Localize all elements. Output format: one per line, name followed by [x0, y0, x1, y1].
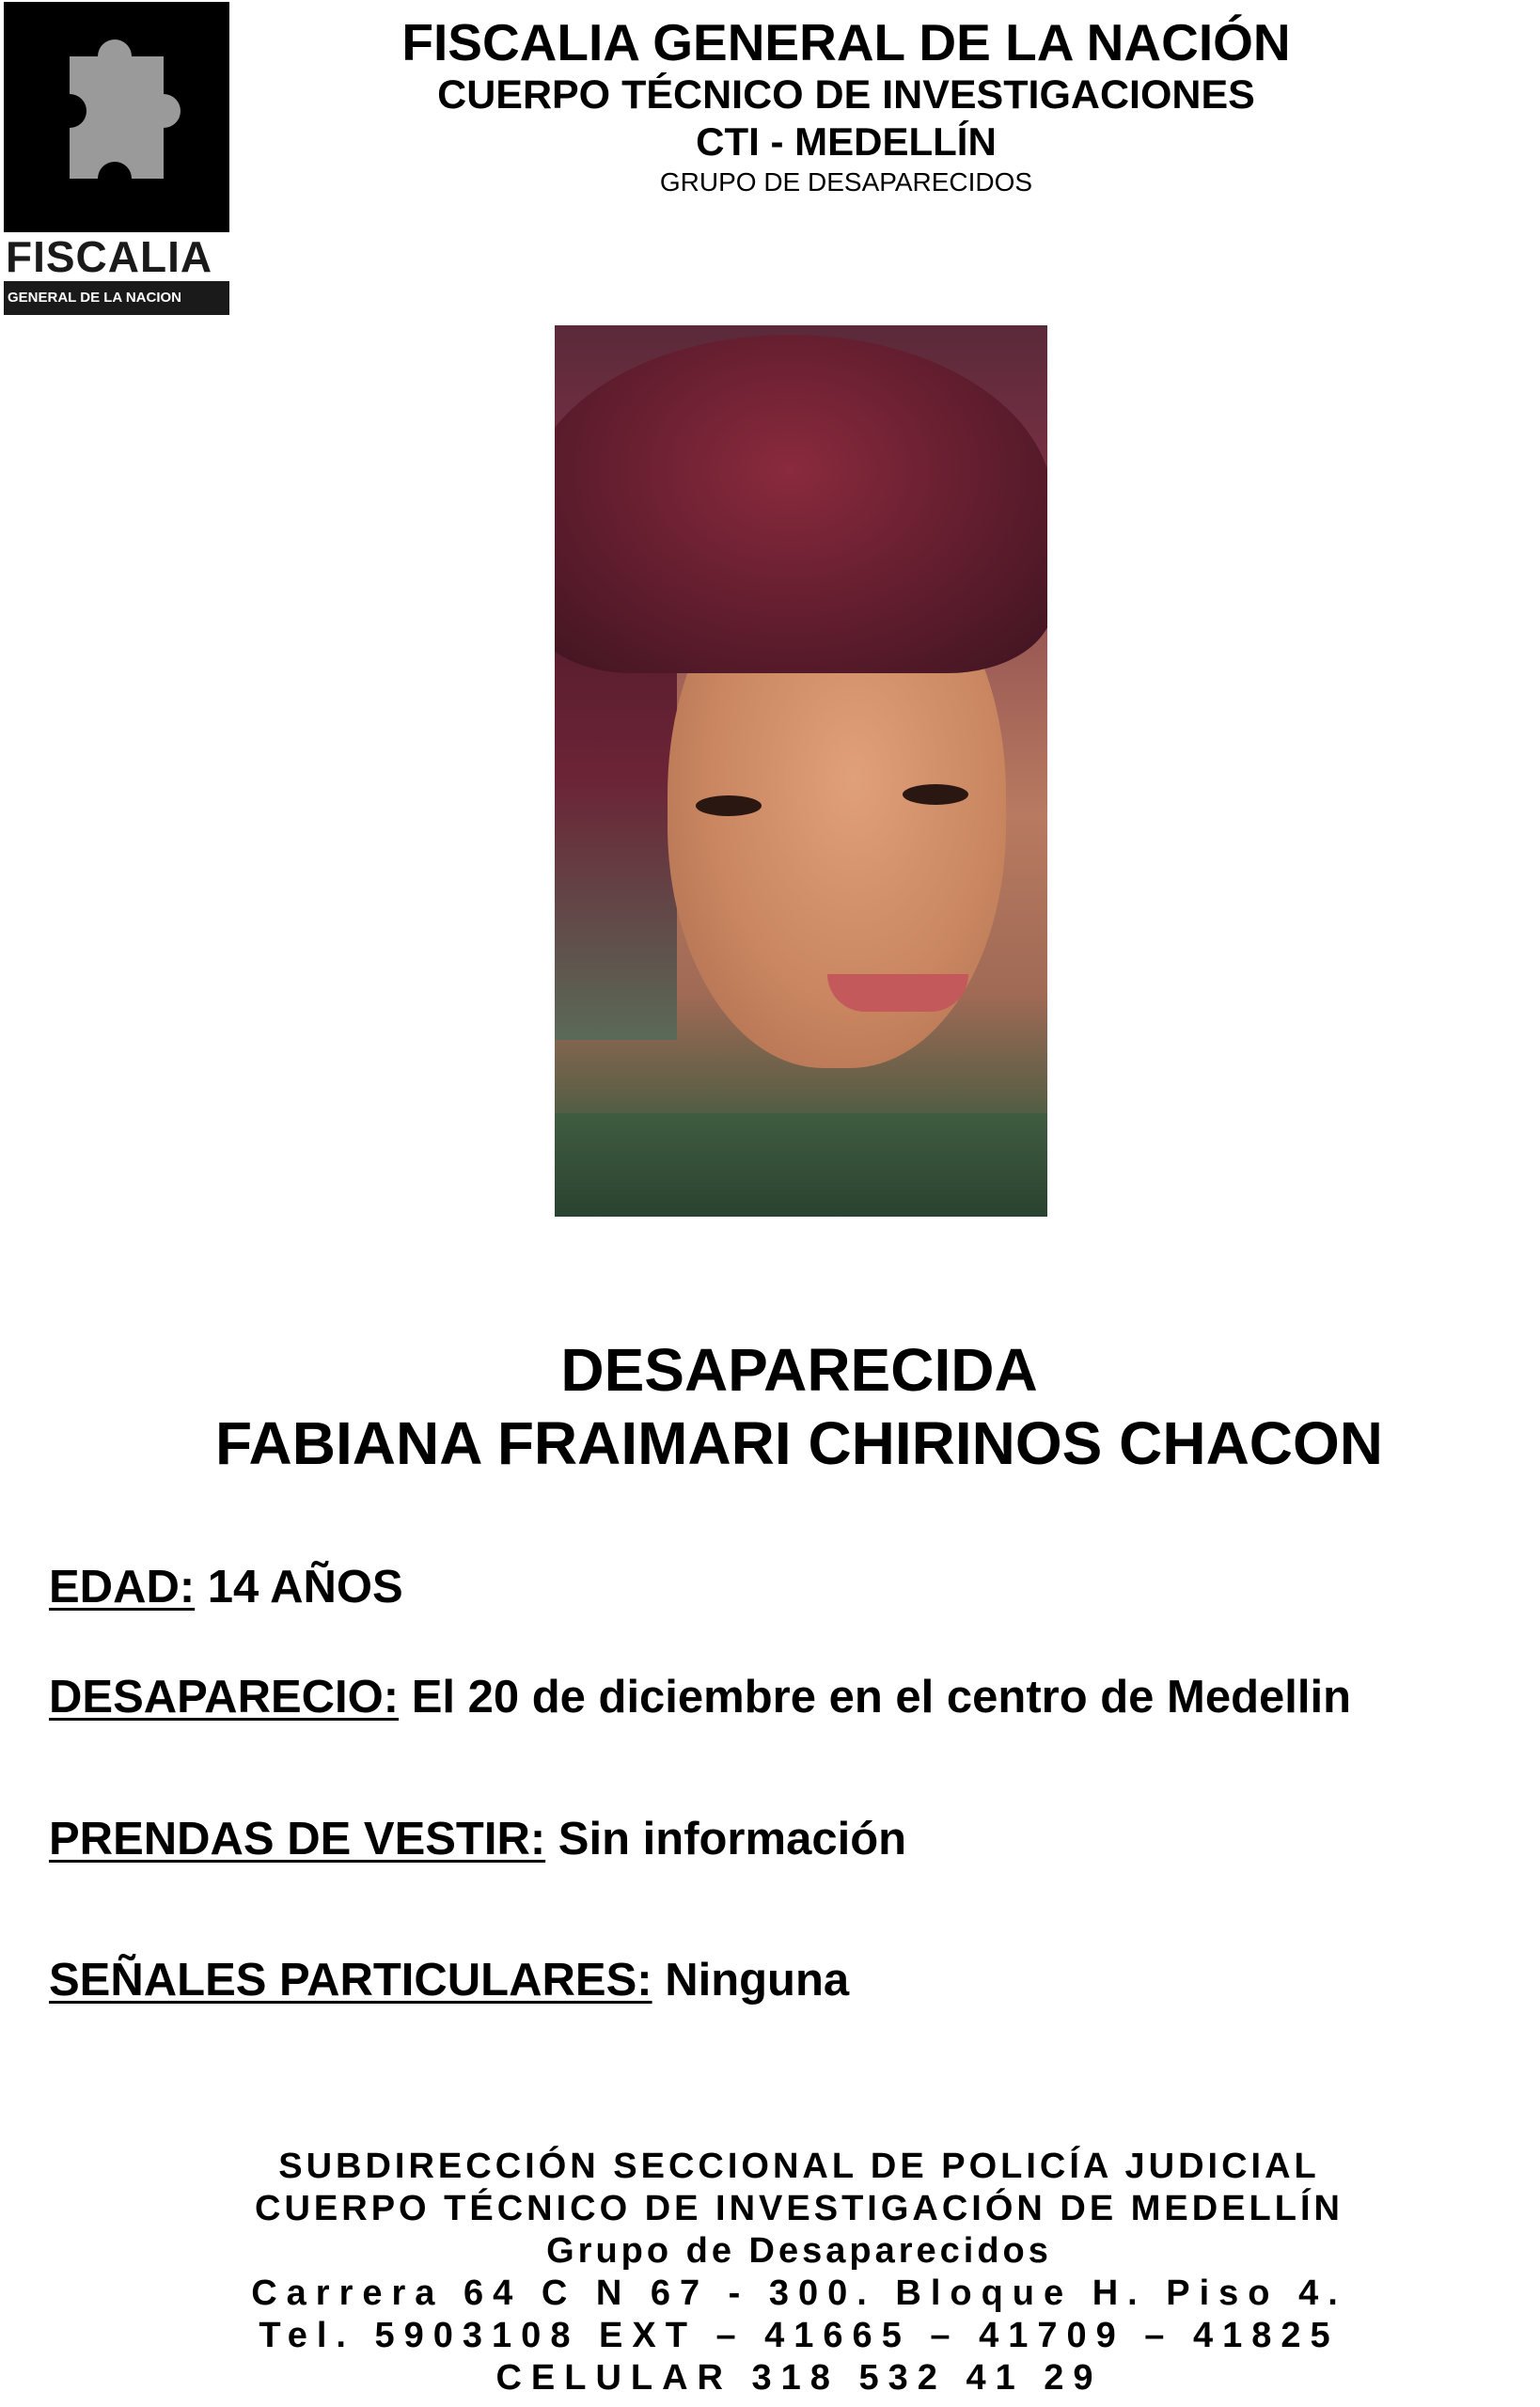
- field-age-label: EDAD:: [49, 1562, 196, 1613]
- field-clothing-label: PRENDAS DE VESTIR:: [49, 1814, 546, 1864]
- puzzle-piece-icon: [41, 19, 192, 216]
- logo-emblem: [4, 2, 229, 232]
- field-clothing: [49, 1813, 906, 1865]
- field-age: [49, 1561, 403, 1613]
- field-disappeared-label: DESAPARECIO:: [49, 1672, 400, 1723]
- field-clothing-value: Sin información: [545, 1814, 907, 1864]
- notice-title: [94, 1333, 1504, 1480]
- field-age-value: 14 AÑOS: [195, 1562, 403, 1613]
- header-group: GRUPO DE DESAPARECIDOS: [659, 167, 1033, 197]
- header-department: CUERPO TÉCNICO DE INVESTIGACIONES: [437, 72, 1255, 118]
- footer-office: SUBDIRECCIÓN SECCIONAL DE POLICÍA JUDICIAL: [278, 2147, 1320, 2186]
- footer-group: Grupo de Desaparecidos: [546, 2231, 1052, 2271]
- fiscalia-logo: [4, 2, 229, 320]
- missing-status: DESAPARECIDA: [560, 1336, 1038, 1404]
- footer-department: CUERPO TÉCNICO DE INVESTIGACIÓN DE MEDELLÍN: [255, 2189, 1344, 2228]
- photo-hair: [555, 335, 1047, 673]
- header-city: CTI - MEDELLÍN: [696, 119, 997, 164]
- photo-shirt: [555, 1113, 1047, 1217]
- person-name: FABIANA FRAIMARI CHIRINOS CHACON: [214, 1409, 1384, 1477]
- field-disappeared-value: El 20 de diciembre en el centro de Medellin: [399, 1672, 1352, 1723]
- header-agency: FISCALIA GENERAL DE LA NACIÓN: [401, 13, 1291, 71]
- field-marks-label: SEÑALES PARTICULARES:: [49, 1955, 652, 2006]
- photo-eye-right: [903, 784, 968, 805]
- photo-mouth: [827, 974, 968, 1012]
- field-marks-value: Ninguna: [652, 1955, 850, 2006]
- photo-eye-left: [696, 795, 762, 816]
- logo-wordmark: FISCALIA: [4, 232, 231, 281]
- field-marks: [49, 1954, 849, 2006]
- footer-mobile: CELULAR 318 532 41 29: [495, 2358, 1103, 2398]
- logo-subline: GENERAL DE LA NACION: [4, 281, 229, 315]
- document-header: [282, 13, 1410, 199]
- field-disappeared: [49, 1671, 1351, 1723]
- footer-address: Carrera 64 C N 67 - 300. Bloque H. Piso 4.: [251, 2273, 1347, 2313]
- footer-phone: Tel. 5903108 EXT – 41665 – 41709 – 41825: [259, 2316, 1340, 2355]
- contact-footer: [47, 2146, 1540, 2399]
- missing-person-photo: [555, 325, 1047, 1217]
